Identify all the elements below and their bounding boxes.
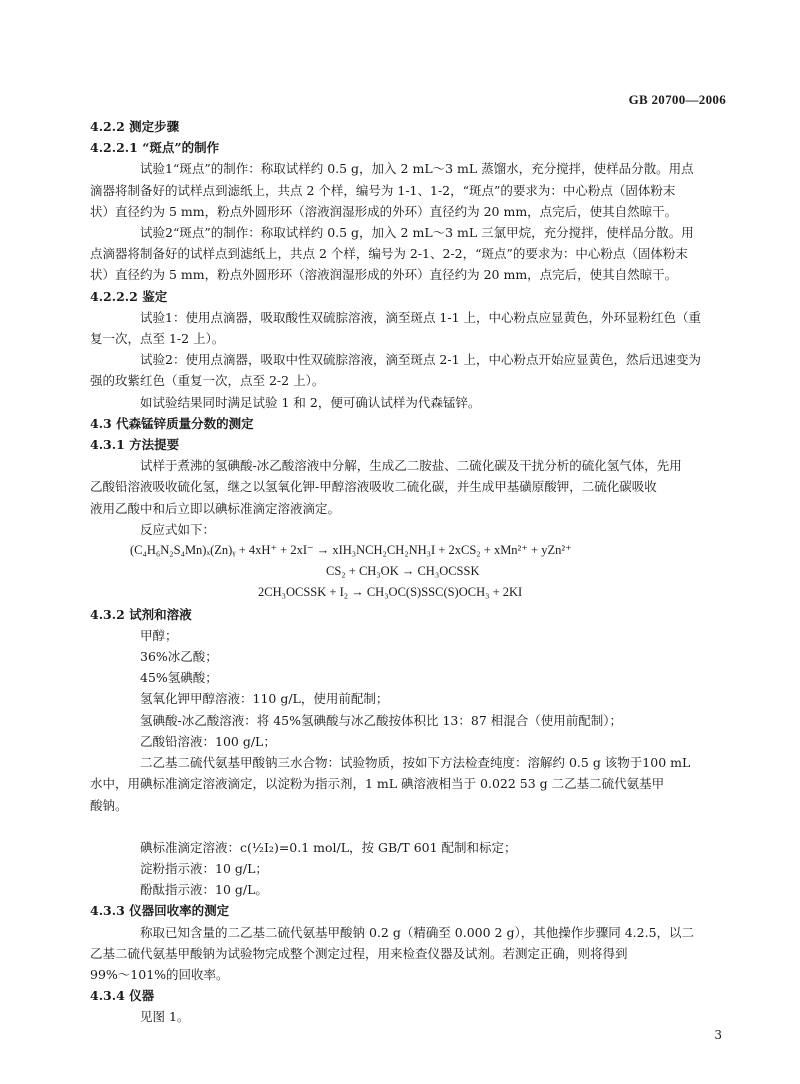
paragraph-line: 氢氧化钾甲醇溶液：110 g/L，使用前配制； xyxy=(140,691,389,707)
document-body xyxy=(90,116,730,1028)
paragraph-line: 甲醇； xyxy=(140,627,178,643)
section-heading: 4.3.1 方法提要 xyxy=(90,437,180,453)
paragraph-line: 碘标准滴定溶液：c(½I₂)=0.1 mol/L，按 GB/T 601 配制和标定； xyxy=(140,839,517,855)
paragraph-line: 乙酸铅溶液：100 g/L； xyxy=(140,733,276,749)
paragraph-line: 状）直径约为 5 mm，粉点外圆形环（溶液润湿形成的外环）直径约为 20 mm，点完后，使其自然晾干。 xyxy=(90,203,678,219)
paragraph-line: 复一次，点至 1-2 上）。 xyxy=(90,331,225,347)
paragraph-line: 试验1“斑点”的制作：称取试样约 0.5 g，加入 2 mL～3 mL 蒸馏水，充分搅拌，使样品分散。用点 xyxy=(140,161,694,177)
paragraph-line: 淀粉指示液：10 g/L； xyxy=(140,860,268,876)
section-heading: 4.3.3 仪器回收率的测定 xyxy=(90,903,230,919)
spacer xyxy=(90,816,730,837)
paragraph-line: 点滴器将制备好的试样点到滤纸上，共点 2 个样，编号为 2-1、2-2，“斑点”的要求为：中心粉点（固体粉末 xyxy=(90,246,688,262)
paragraph-line: 液用乙酸中和后立即以碘标准滴定溶液滴定。 xyxy=(90,500,341,516)
chemical-equation: 2CH₃OCSSK + I₂ → CH₃OC(S)SSC(S)OCH₃ + 2KI xyxy=(258,585,523,600)
paragraph-line: 水中，用碘标准滴定溶液滴定，以淀粉为指示剂，1 mL 碘溶液相当于 0.022 53 g 二乙基二硫代氨基甲 xyxy=(90,776,665,792)
paragraph-line: 乙基二硫代氨基甲酸钠为试验物完成整个测定过程，用来检查仪器及试剂。若测定正确，则将得到 xyxy=(90,945,628,961)
paragraph-line: 乙酸铅溶液吸收硫化氢，继之以氢氧化钾-甲醇溶液吸收二硫化碳，并生成甲基磺原酸钾，二硫化碳吸收 xyxy=(90,479,657,495)
paragraph-line: 45%氢碘酸； xyxy=(140,670,218,686)
paragraph-line: 试验2：使用点滴器，吸取中性双硫腙溶液，滴至斑点 2-1 上，中心粉点开始应显黄色，然后迅速变为 xyxy=(140,352,702,368)
paragraph-line: 99%～101%的回收率。 xyxy=(90,966,229,982)
chemical-equation: (C₄H₆N₂S₄Mn)ₓ(Zn)ᵧ + 4xH⁺ + 2xI⁻ → xIH₃NCH₂CH₂NH₃I + 2xCS₂ + xMn²⁺ + yZn²⁺ xyxy=(130,543,572,558)
paragraph-line: 试样于煮沸的氢碘酸-冰乙酸溶液中分解，生成乙二胺盐、二硫化碳及干扰分析的硫化氢气体，先用 xyxy=(140,458,682,474)
paragraph-line: 36%冰乙酸； xyxy=(140,649,218,665)
paragraph-line: 氢碘酸-冰乙酸溶液：将 45%氢碘酸与冰乙酸按体积比 13：87 相混合（使用前配制）； xyxy=(140,712,622,728)
paragraph-line: 状）直径约为 5 mm，粉点外圆形环（溶液润湿形成的外环）直径约为 20 mm，点完后，使其自然晾干。 xyxy=(90,267,678,283)
paragraph-line: 见图 1。 xyxy=(140,1009,190,1025)
section-heading: 4.2.2.2 鉴定 xyxy=(90,288,168,304)
section-heading: 4.2.2.1 “斑点”的制作 xyxy=(90,140,220,156)
paragraph-line: 如试验结果同时满足试验 1 和 2，便可确认试样为代森锰锌。 xyxy=(140,394,481,410)
paragraph-line: 反应式如下： xyxy=(140,521,216,537)
standard-code: GB 20700—2006 xyxy=(628,92,726,107)
page-number: 3 xyxy=(714,1028,722,1042)
section-heading: 4.2.2 测定步骤 xyxy=(90,119,180,134)
chemical-equation: CS₂ + CH₃OK → CH₃OCSSK xyxy=(326,564,480,579)
paragraph-line: 试验1：使用点滴器，吸取酸性双硫腙溶液，滴至斑点 1-1 上，中心粉点应显黄色，外环显粉红色（重 xyxy=(140,309,702,325)
paragraph-line: 试验2“斑点”的制作：称取试样约 0.5 g，加入 2 mL～3 mL 三氯甲烷，充分搅拌，使样品分散。用 xyxy=(140,225,694,241)
section-heading: 4.3 代森锰锌质量分数的测定 xyxy=(90,415,254,431)
paragraph-line: 酸钠。 xyxy=(90,797,128,813)
paragraph-line: 二乙基二硫代氨基甲酸钠三水合物：试验物质，按如下方法检查纯度：溶解约 0.5 g 该物于100 mL xyxy=(140,755,691,771)
section-heading: 4.3.2 试剂和溶液 xyxy=(90,606,192,622)
paragraph-line: 滴器将制备好的试样点到滤纸上，共点 2 个样，编号为 1-1、1-2，“斑点”的要求为：中心粉点（固体粉末 xyxy=(90,182,676,198)
paragraph-line: 酚酞指示液：10 g/L。 xyxy=(140,882,268,898)
section-heading: 4.3.4 仪器 xyxy=(90,988,155,1004)
paragraph-line: 称取已知含量的二乙基二硫代氨基甲酸钠 0.2 g（精确至 0.000 2 g），其他操作步骤同 4.2.5，以二 xyxy=(140,924,695,940)
paragraph-line: 强的玫紫红色（重复一次，点至 2-2 上）。 xyxy=(90,373,325,389)
